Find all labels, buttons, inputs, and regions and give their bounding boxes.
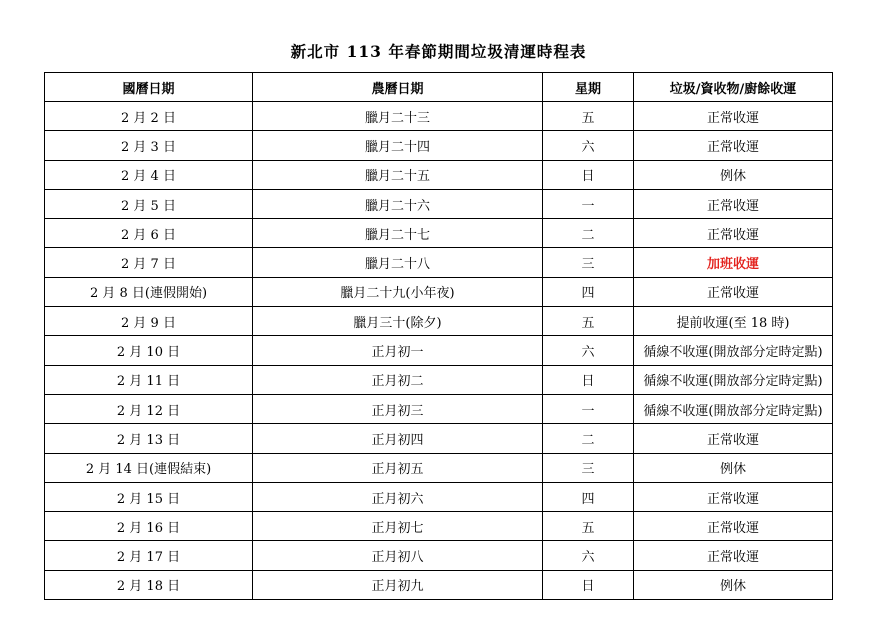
header-collection-status: 垃圾/資收物/廚餘收運: [634, 73, 833, 102]
cell-collection-status: 循線不收運(開放部分定時定點): [634, 394, 833, 423]
cell-weekday: 日: [543, 570, 634, 599]
cell-lunar-date: 臘月三十(除夕): [253, 307, 543, 336]
cell-lunar-date: 臘月二十九(小年夜): [253, 277, 543, 306]
cell-collection-status: 正常收運: [634, 219, 833, 248]
table-row: [45, 277, 833, 306]
cell-gregorian-date: 2 月 9 日: [45, 307, 253, 336]
cell-collection-status: 循線不收運(開放部分定時定點): [634, 336, 833, 365]
cell-gregorian-date: 2 月 14 日(連假結束): [45, 453, 253, 482]
cell-gregorian-date: 2 月 11 日: [45, 365, 253, 394]
cell-gregorian-date: 2 月 17 日: [45, 541, 253, 570]
cell-collection-status: 循線不收運(開放部分定時定點): [634, 365, 833, 394]
cell-lunar-date: 正月初五: [253, 453, 543, 482]
header-lunar-date: 農曆日期: [253, 73, 543, 102]
header-weekday: 星期: [543, 73, 634, 102]
cell-collection-status: 正常收運: [634, 277, 833, 306]
cell-gregorian-date: 2 月 5 日: [45, 189, 253, 218]
table-body: [45, 102, 833, 600]
cell-gregorian-date: 2 月 15 日: [45, 482, 253, 511]
cell-collection-status: 正常收運: [634, 482, 833, 511]
cell-collection-status: 加班收運: [634, 248, 833, 277]
table-row: [45, 102, 833, 131]
cell-lunar-date: 正月初三: [253, 394, 543, 423]
cell-weekday: 六: [543, 541, 634, 570]
cell-gregorian-date: 2 月 2 日: [45, 102, 253, 131]
cell-weekday: 日: [543, 160, 634, 189]
table-row: [45, 453, 833, 482]
cell-gregorian-date: 2 月 7 日: [45, 248, 253, 277]
cell-weekday: 五: [543, 102, 634, 131]
cell-collection-status: 正常收運: [634, 131, 833, 160]
cell-lunar-date: 臘月二十七: [253, 219, 543, 248]
cell-gregorian-date: 2 月 8 日(連假開始): [45, 277, 253, 306]
table-row: [45, 365, 833, 394]
cell-weekday: 五: [543, 512, 634, 541]
cell-lunar-date: 臘月二十六: [253, 189, 543, 218]
table-row: [45, 189, 833, 218]
cell-weekday: 五: [543, 307, 634, 336]
cell-weekday: 六: [543, 336, 634, 365]
cell-lunar-date: 正月初二: [253, 365, 543, 394]
cell-collection-status: 提前收運(至 18 時): [634, 307, 833, 336]
cell-lunar-date: 正月初八: [253, 541, 543, 570]
cell-weekday: 一: [543, 189, 634, 218]
cell-lunar-date: 臘月二十四: [253, 131, 543, 160]
cell-gregorian-date: 2 月 6 日: [45, 219, 253, 248]
table-row: [45, 541, 833, 570]
table-row: [45, 160, 833, 189]
cell-weekday: 二: [543, 424, 634, 453]
cell-gregorian-date: 2 月 4 日: [45, 160, 253, 189]
cell-weekday: 四: [543, 277, 634, 306]
cell-weekday: 二: [543, 219, 634, 248]
header-gregorian-date: 國曆日期: [45, 73, 253, 102]
table-row: [45, 424, 833, 453]
cell-lunar-date: 正月初九: [253, 570, 543, 599]
table-row: [45, 512, 833, 541]
table-row: [45, 394, 833, 423]
table-row: [45, 219, 833, 248]
schedule-table: [44, 72, 833, 600]
cell-gregorian-date: 2 月 13 日: [45, 424, 253, 453]
cell-weekday: 一: [543, 394, 634, 423]
cell-weekday: 三: [543, 453, 634, 482]
cell-collection-status: 正常收運: [634, 541, 833, 570]
table-row: [45, 570, 833, 599]
cell-collection-status: 例休: [634, 570, 833, 599]
cell-weekday: 日: [543, 365, 634, 394]
cell-gregorian-date: 2 月 10 日: [45, 336, 253, 365]
table-row: [45, 307, 833, 336]
cell-gregorian-date: 2 月 18 日: [45, 570, 253, 599]
cell-weekday: 六: [543, 131, 634, 160]
cell-lunar-date: 正月初六: [253, 482, 543, 511]
cell-collection-status: 正常收運: [634, 512, 833, 541]
cell-collection-status: 正常收運: [634, 102, 833, 131]
table-row: [45, 336, 833, 365]
cell-lunar-date: 正月初七: [253, 512, 543, 541]
cell-lunar-date: 正月初一: [253, 336, 543, 365]
cell-collection-status: 正常收運: [634, 424, 833, 453]
cell-lunar-date: 正月初四: [253, 424, 543, 453]
cell-lunar-date: 臘月二十五: [253, 160, 543, 189]
table-row: [45, 248, 833, 277]
table-row: [45, 131, 833, 160]
table-row: [45, 482, 833, 511]
table-header-row: [45, 73, 833, 102]
cell-weekday: 三: [543, 248, 634, 277]
cell-collection-status: 正常收運: [634, 189, 833, 218]
cell-collection-status: 例休: [634, 453, 833, 482]
cell-gregorian-date: 2 月 16 日: [45, 512, 253, 541]
cell-collection-status: 例休: [634, 160, 833, 189]
cell-lunar-date: 臘月二十八: [253, 248, 543, 277]
cell-gregorian-date: 2 月 3 日: [45, 131, 253, 160]
cell-gregorian-date: 2 月 12 日: [45, 394, 253, 423]
cell-weekday: 四: [543, 482, 634, 511]
document-title: 新北市 113 年春節期間垃圾清運時程表: [290, 42, 587, 61]
cell-lunar-date: 臘月二十三: [253, 102, 543, 131]
